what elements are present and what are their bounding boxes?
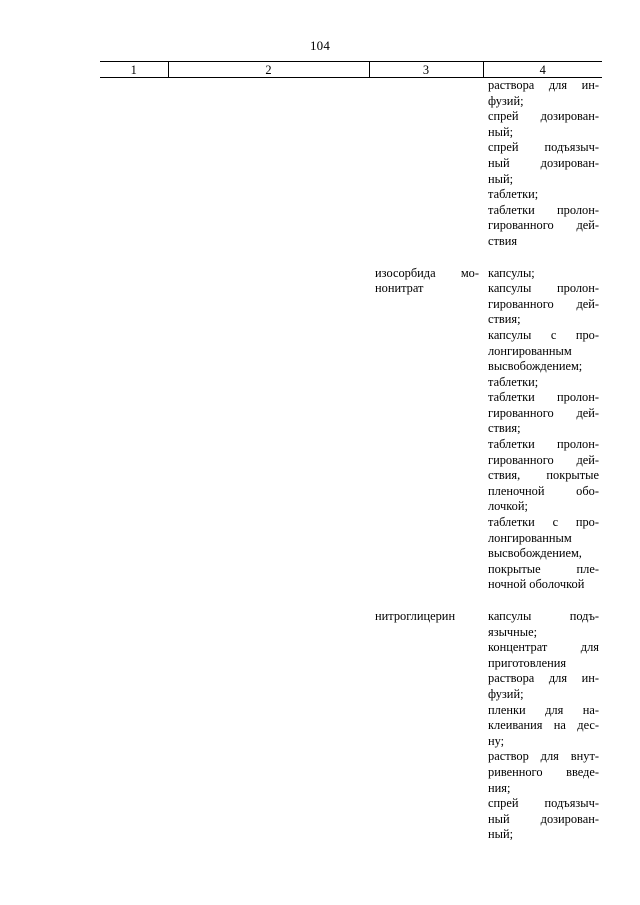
dosage-form-line: капсулы подъ- bbox=[488, 609, 599, 623]
dosage-form-line: ный дозирован- bbox=[488, 155, 599, 170]
dosage-form-line: таблетки; bbox=[488, 187, 539, 202]
dosage-form-line: таблетки; bbox=[488, 374, 539, 389]
dosage-form-line: ствия; bbox=[488, 312, 521, 327]
cell-col2 bbox=[168, 78, 369, 250]
dosage-form-line: ния; bbox=[488, 780, 511, 795]
drug-name-line: нитроглицерин bbox=[375, 609, 456, 623]
drug-table bbox=[100, 61, 602, 843]
dosage-forms-cell bbox=[483, 609, 602, 843]
dosage-form-line: спрей подъязыч- bbox=[488, 140, 599, 155]
spacer-cell bbox=[483, 250, 602, 266]
dosage-form-line: раствора для ин- bbox=[488, 671, 599, 686]
dosage-form-line: приготовления bbox=[488, 655, 567, 670]
dosage-form-line: высвобождением, bbox=[488, 546, 582, 561]
table-row bbox=[100, 609, 602, 843]
spacer-cell bbox=[369, 250, 483, 266]
cell-col2 bbox=[168, 609, 369, 843]
drug-name-cell bbox=[369, 266, 483, 593]
dosage-form-line: концентрат для bbox=[488, 640, 599, 655]
dosage-form-line: фузий; bbox=[488, 93, 524, 108]
dosage-form-line: таблетки пролон- bbox=[488, 202, 599, 217]
dosage-form-line: покрытые пле- bbox=[488, 561, 599, 576]
column-number-4: 4 bbox=[483, 62, 602, 78]
spacer-cell bbox=[168, 593, 369, 609]
spacer-cell bbox=[483, 593, 602, 609]
dosage-form-line: ствия, покрытые bbox=[488, 468, 599, 483]
cell-col1 bbox=[100, 78, 168, 250]
dosage-forms-cell bbox=[483, 266, 602, 593]
row-spacer bbox=[100, 250, 602, 266]
dosage-form-line: раствора для ин- bbox=[488, 78, 599, 92]
dosage-form-line: гированного дей- bbox=[488, 296, 599, 311]
table-body bbox=[100, 78, 602, 843]
dosage-form-line: клеивания на дес- bbox=[488, 718, 599, 733]
cell-col1 bbox=[100, 266, 168, 593]
dosage-form-line: ночной оболочкой bbox=[488, 577, 585, 592]
table-row bbox=[100, 266, 602, 593]
dosage-form-line: спрей дозирован- bbox=[488, 109, 599, 124]
spacer-cell bbox=[100, 593, 168, 609]
dosage-form-line: гированного дей- bbox=[488, 452, 599, 467]
drug-name-cell bbox=[369, 609, 483, 843]
row-spacer bbox=[100, 593, 602, 609]
dosage-form-line: ривенного введе- bbox=[488, 764, 599, 779]
dosage-forms-cell bbox=[483, 78, 602, 250]
column-numbers-row bbox=[100, 62, 602, 78]
drug-name-cell bbox=[369, 78, 483, 250]
dosage-form-line: пленки для на- bbox=[488, 702, 599, 717]
dosage-form-line: ный; bbox=[488, 124, 514, 139]
dosage-form-line: лонгированным bbox=[488, 343, 572, 358]
spacer-cell bbox=[369, 593, 483, 609]
spacer-cell bbox=[100, 250, 168, 266]
dosage-form-line: таблетки пролон- bbox=[488, 390, 599, 405]
drug-name-line: нонитрат bbox=[375, 281, 424, 296]
dosage-form-line: раствор для внут- bbox=[488, 749, 599, 764]
dosage-form-line: пленочной обо- bbox=[488, 483, 599, 498]
dosage-form-line: ствия; bbox=[488, 421, 521, 436]
dosage-form-line: ный; bbox=[488, 827, 514, 842]
cell-col2 bbox=[168, 266, 369, 593]
column-number-1: 1 bbox=[100, 62, 168, 78]
dosage-form-line: язычные; bbox=[488, 624, 538, 639]
page-number: 104 bbox=[309, 38, 331, 53]
table-row bbox=[100, 78, 602, 250]
dosage-form-line: высвобождением; bbox=[488, 359, 583, 374]
dosage-form-line: гированного дей- bbox=[488, 405, 599, 420]
column-number-3: 3 bbox=[369, 62, 483, 78]
dosage-form-line: таблетки с про- bbox=[488, 515, 599, 530]
cell-col1 bbox=[100, 609, 168, 843]
dosage-form-line: ный дозирован- bbox=[488, 811, 599, 826]
dosage-form-line: ствия bbox=[488, 233, 518, 248]
spacer-cell bbox=[168, 250, 369, 266]
dosage-form-line: капсулы с про- bbox=[488, 327, 599, 342]
dosage-form-line: лочкой; bbox=[488, 499, 528, 514]
dosage-form-line: лонгированным bbox=[488, 530, 572, 545]
dosage-form-line: ну; bbox=[488, 733, 505, 748]
drug-name-line: изосорбида мо- bbox=[375, 265, 479, 280]
dosage-form-line: фузий; bbox=[488, 686, 524, 701]
dosage-form-line: капсулы; bbox=[488, 265, 535, 280]
dosage-form-line: капсулы пролон- bbox=[488, 281, 599, 296]
dosage-form-line: спрей подъязыч- bbox=[488, 796, 599, 811]
dosage-form-line: таблетки пролон- bbox=[488, 437, 599, 452]
column-number-2: 2 bbox=[168, 62, 369, 78]
dosage-form-line: ный; bbox=[488, 171, 514, 186]
dosage-form-line: гированного дей- bbox=[488, 218, 599, 233]
